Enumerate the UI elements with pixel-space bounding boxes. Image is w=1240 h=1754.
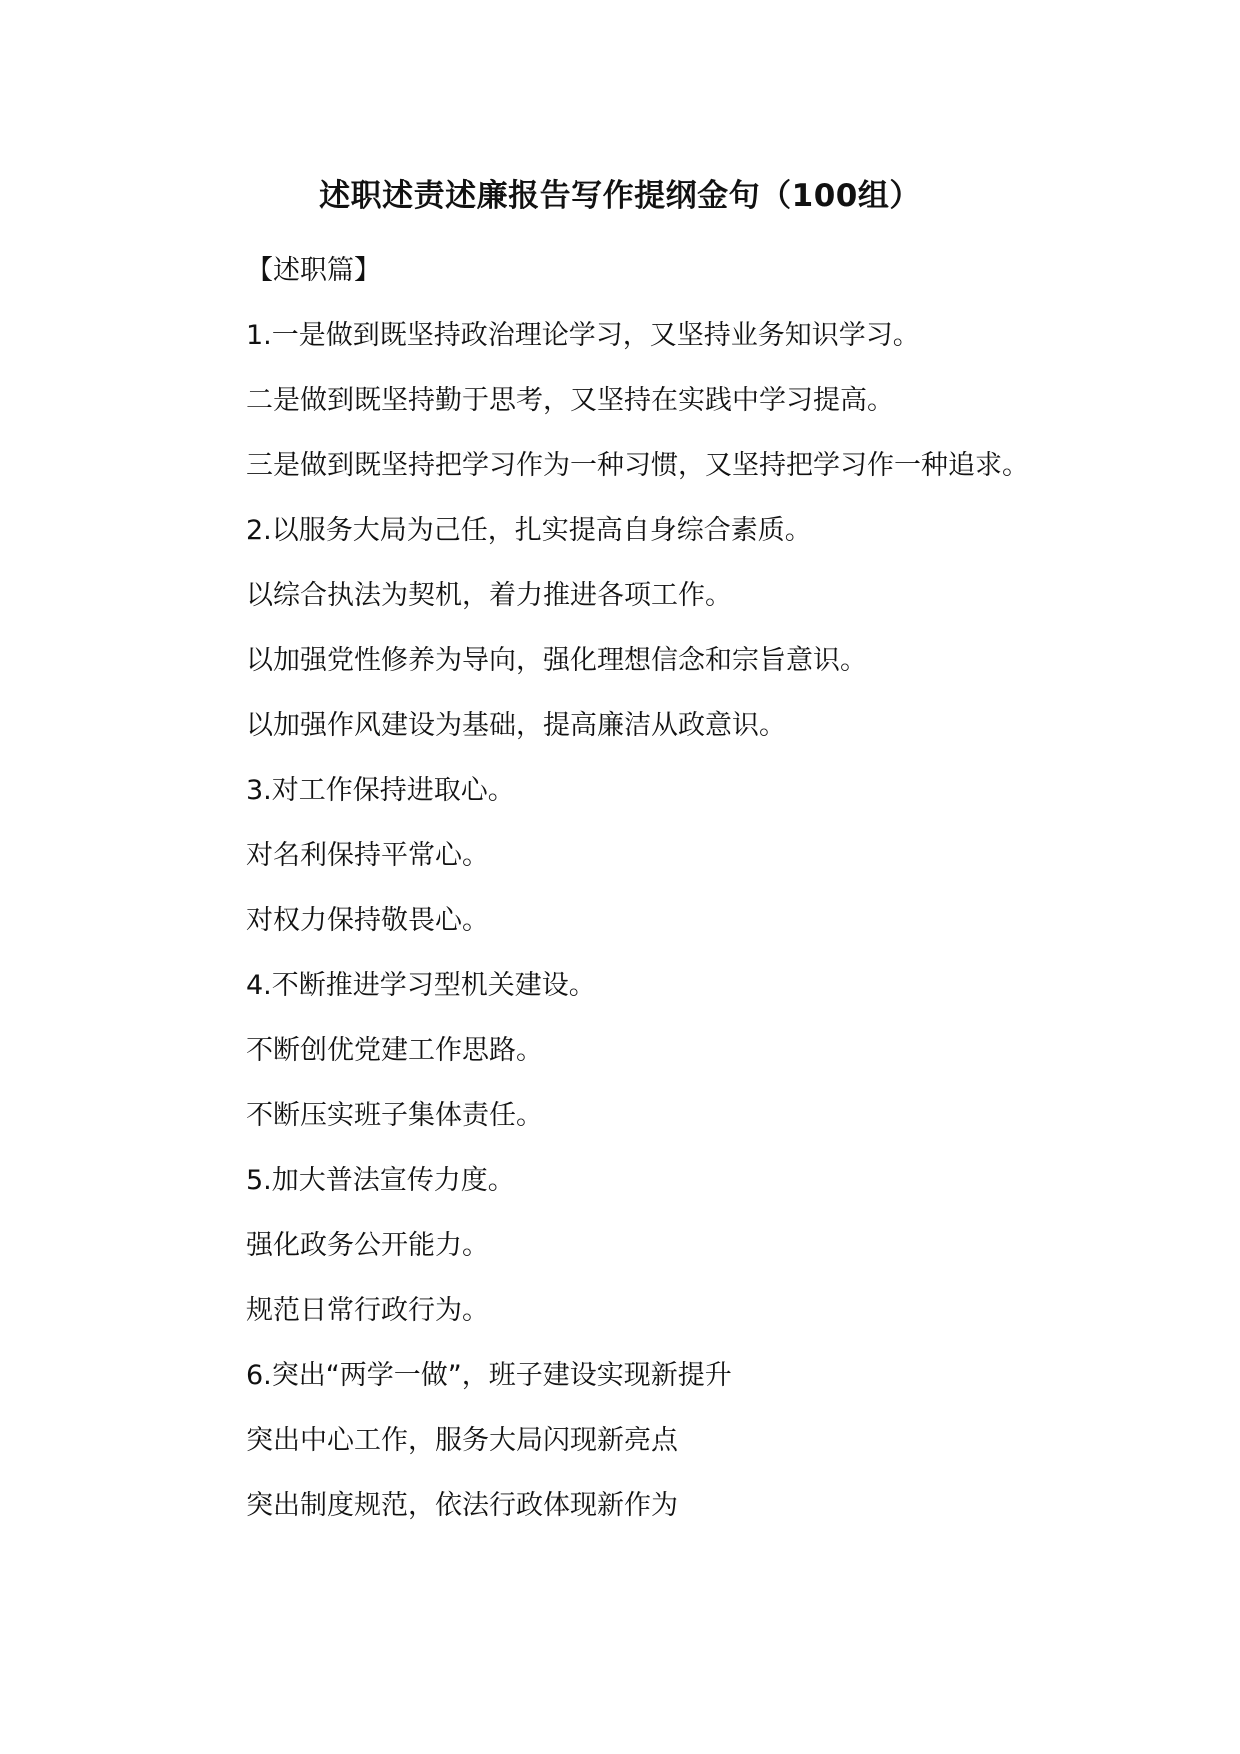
paragraph: 规范日常行政行为。 (246, 1295, 489, 1326)
document-body (188, 238, 1068, 1538)
paragraph: 以综合执法为契机，着力推进各项工作。 (246, 580, 732, 611)
paragraph: 不断压实班子集体责任。 (246, 1100, 543, 1131)
paragraph: 对权力保持敬畏心。 (246, 905, 489, 936)
paragraph: 以加强作风建设为基础，提高廉洁从政意识。 (246, 710, 786, 741)
paragraph: 1.一是做到既坚持政治理论学习，又坚持业务知识学习。 (246, 320, 920, 351)
section-heading: 【述职篇】 (246, 255, 381, 286)
paragraph: 3.对工作保持进取心。 (246, 775, 515, 806)
paragraph: 二是做到既坚持勤于思考，又坚持在实践中学习提高。 (246, 385, 894, 416)
paragraph: 三是做到既坚持把学习作为一种习惯，又坚持把学习作一种追求。 (246, 450, 1029, 481)
paragraph: 突出制度规范，依法行政体现新作为 (246, 1490, 678, 1521)
paragraph: 对名利保持平常心。 (246, 840, 489, 871)
paragraph: 5.加大普法宣传力度。 (246, 1165, 515, 1196)
paragraph: 4.不断推进学习型机关建设。 (246, 970, 596, 1001)
paragraph: 强化政务公开能力。 (246, 1230, 489, 1261)
paragraph: 2.以服务大局为己任，扎实提高自身综合素质。 (246, 515, 812, 546)
document-title: 述职述责述廉报告写作提纲金句（100组） (319, 178, 921, 214)
paragraph: 不断创优党建工作思路。 (246, 1035, 543, 1066)
paragraph: 6.突出“两学一做”，班子建设实现新提升 (246, 1360, 732, 1391)
paragraph: 突出中心工作，服务大局闪现新亮点 (246, 1425, 678, 1456)
paragraph: 以加强党性修养为导向，强化理想信念和宗旨意识。 (246, 645, 867, 676)
